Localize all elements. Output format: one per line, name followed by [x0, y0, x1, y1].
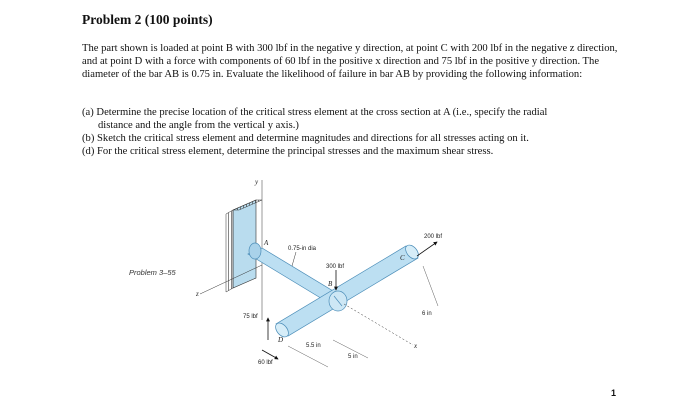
- part-text: Sketch the critical stress element and determine magnitudes and directions for all stresses acting on it.: [97, 133, 529, 145]
- point-a-label: A: [264, 239, 269, 247]
- problem-statement: The part shown is loaded at point B with 300 lbf in the negative y direction, at point C with 200 lbf in the negative z direction, and at point D with a force with components of 60 lbf in the positive x direction and 75 lbf in the positive y direction. The diameter of the bar AB is 0.75 in. Evaluate the likelihood of failure in bar AB by providing the following information:: [82, 43, 618, 81]
- figure-caption: Problem 3–55: [129, 268, 176, 277]
- load-c-label: 200 lbf: [424, 234, 443, 240]
- dim-5-label: 5 in: [348, 354, 358, 360]
- part-tag: (b): [82, 133, 95, 145]
- diameter-leader: [292, 252, 296, 266]
- page-number: 1: [611, 388, 617, 398]
- load-b-label: 300 lbf: [326, 264, 345, 270]
- question-part-d: [82, 145, 627, 158]
- problem-title: Problem 2 (100 points): [82, 12, 213, 27]
- point-d-label: D: [278, 336, 284, 344]
- question-parts: [82, 106, 627, 158]
- part-text-continued: distance and the angle from the vertical y axis.): [98, 120, 299, 132]
- question-part-b: [82, 132, 627, 145]
- x-axis-label: x: [414, 342, 418, 350]
- load-c-arrow: [417, 242, 437, 256]
- problem-figure: [188, 170, 468, 370]
- dim-55-line: [288, 346, 328, 367]
- part-text: Determine the precise location of the critical stress element at the cross section at A (i.e., specify the radial: [96, 107, 548, 118]
- load-d-x-arrow: [262, 350, 278, 359]
- y-axis-label: y: [255, 178, 259, 186]
- x-axis-line: [344, 304, 413, 345]
- load-d-x-label: 60 lbf: [258, 360, 273, 366]
- part-tag: (a): [82, 107, 94, 118]
- z-axis-label: z: [196, 290, 199, 298]
- dim-6-label: 6 in: [422, 311, 432, 317]
- part-text: For the critical stress element, determine the principal stresses and the maximum shear stress.: [97, 146, 494, 158]
- dim-55-label: 5.5 in: [306, 343, 321, 349]
- dim-6-line: [423, 266, 438, 306]
- question-part-a: [82, 106, 627, 132]
- bar-cd: [273, 243, 421, 340]
- diameter-label: 0.75-in dia: [288, 246, 317, 252]
- load-d-y-label: 75 lbf: [243, 314, 258, 320]
- point-c-label: C: [400, 254, 405, 262]
- point-b-label: B: [328, 280, 333, 288]
- part-tag: (d): [82, 146, 95, 158]
